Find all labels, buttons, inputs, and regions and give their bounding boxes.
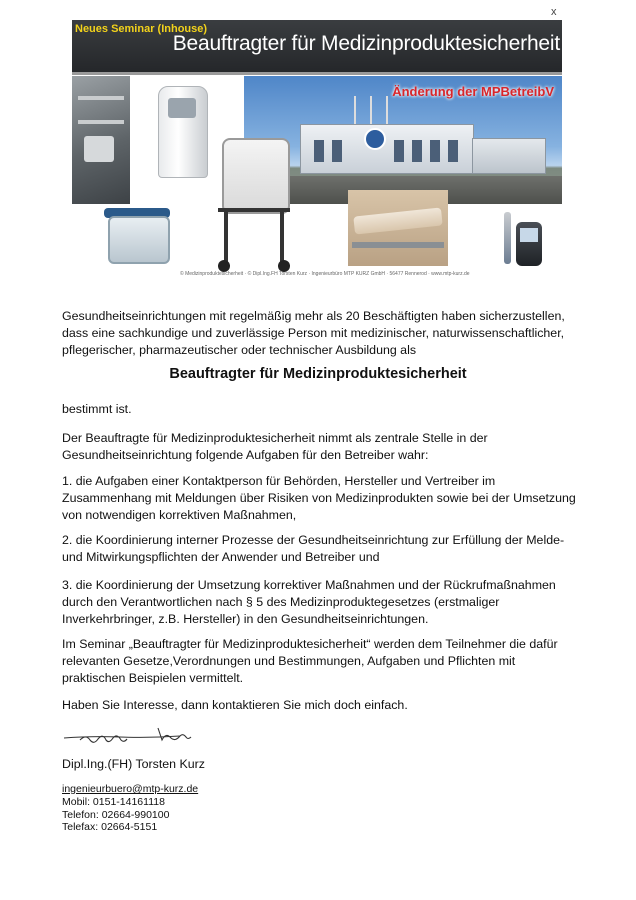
task-item-2: 2. die Koordinierung interner Prozesse der Gesundheitseinrichtung zur Erfüllung der Melde- und Mitwirkungspflichten der Anwender und Betreiber und	[62, 533, 565, 564]
banner-caption: © Medizinproduktesicherheit · © Dipl.Ing.FH Torsten Kurz · Ingenieurbüro MTP KURZ GmbH · 56477 Rennerod · www.mtp-kurz.de	[180, 271, 470, 277]
close-icon[interactable]: x	[551, 6, 557, 18]
photo-suction-container	[100, 202, 172, 264]
banner-amendment-note: Änderung der MPBetreibV	[392, 84, 554, 99]
contact-invite: Haben Sie Interesse, dann kontaktieren Sie mich doch einfach.	[62, 698, 408, 712]
photo-hospital-bed	[348, 190, 448, 266]
seminar-banner-image	[72, 20, 562, 282]
phone-number: Telefon: 02664-990100	[62, 808, 170, 821]
seminar-paragraph: Im Seminar „Beauftragter für Medizinproduktesicherheit“ werden dem Teilnehmer die dafür relevanten Gesetze,Verordnungen und Bestimmungen, Aufgaben und Pflichten mit praktischen Beispielen vermittelt.	[62, 637, 558, 685]
photo-weighing-chair	[204, 130, 304, 280]
contact-block	[62, 783, 198, 834]
photo-glucose-meter	[500, 210, 546, 272]
email-link[interactable]: ingenieurbuero@mtp-kurz.de	[62, 783, 199, 795]
section-heading: Beauftragter für Medizinproduktesicherheit	[169, 366, 467, 382]
banner-tag: Neues Seminar (Inhouse)	[75, 23, 208, 35]
intro-paragraph: Gesundheitseinrichtungen mit regelmäßig mehr als 20 Beschäftigten haben sicherzustellen, dass eine sachkundige und zuverlässige Person mit medizinischer, naturwissenschaftlicher, pflegerischer, pharmazeutischer oder technischer Ausbildung als	[62, 309, 565, 357]
photo-sterilizer	[72, 76, 130, 204]
task-item-1: 1. die Aufgaben einer Kontaktperson für Behörden, Hersteller und Vertreiber im Zusammenhang mit Meldungen über Risiken von Medizinprodukten sowie bei der Umsetzung von notwendigen korrektiven Maßnahmen,	[62, 474, 576, 522]
mobile-number: Mobil: 0151-14161118	[62, 795, 165, 808]
role-paragraph: Der Beauftragte für Medizinproduktesicherheit nimmt als zentrale Stelle in der Gesundheitseinrichtung folgende Aufgaben für den Betreiber wahr:	[62, 431, 488, 462]
banner-header	[72, 20, 562, 75]
task-item-3: 3. die Koordinierung der Umsetzung korrektiver Maßnahmen und der Rückrufmaßnahmen durch den Verantwortlichen nach § 5 des Medizinproduktegesetzes (erstmaliger Inverkehrbringer, z.B. Hersteller) in den Gesundheitseinrichtungen.	[62, 578, 556, 626]
determined-paragraph: bestimmt ist.	[62, 402, 132, 416]
fax-number: Telefax: 02664-5151	[62, 821, 158, 834]
banner-title: Beauftragter für Medizinproduktesicherheit	[172, 32, 560, 55]
signature-name: Dipl.Ing.(FH) Torsten Kurz	[62, 757, 205, 771]
handwritten-signature	[60, 722, 210, 748]
